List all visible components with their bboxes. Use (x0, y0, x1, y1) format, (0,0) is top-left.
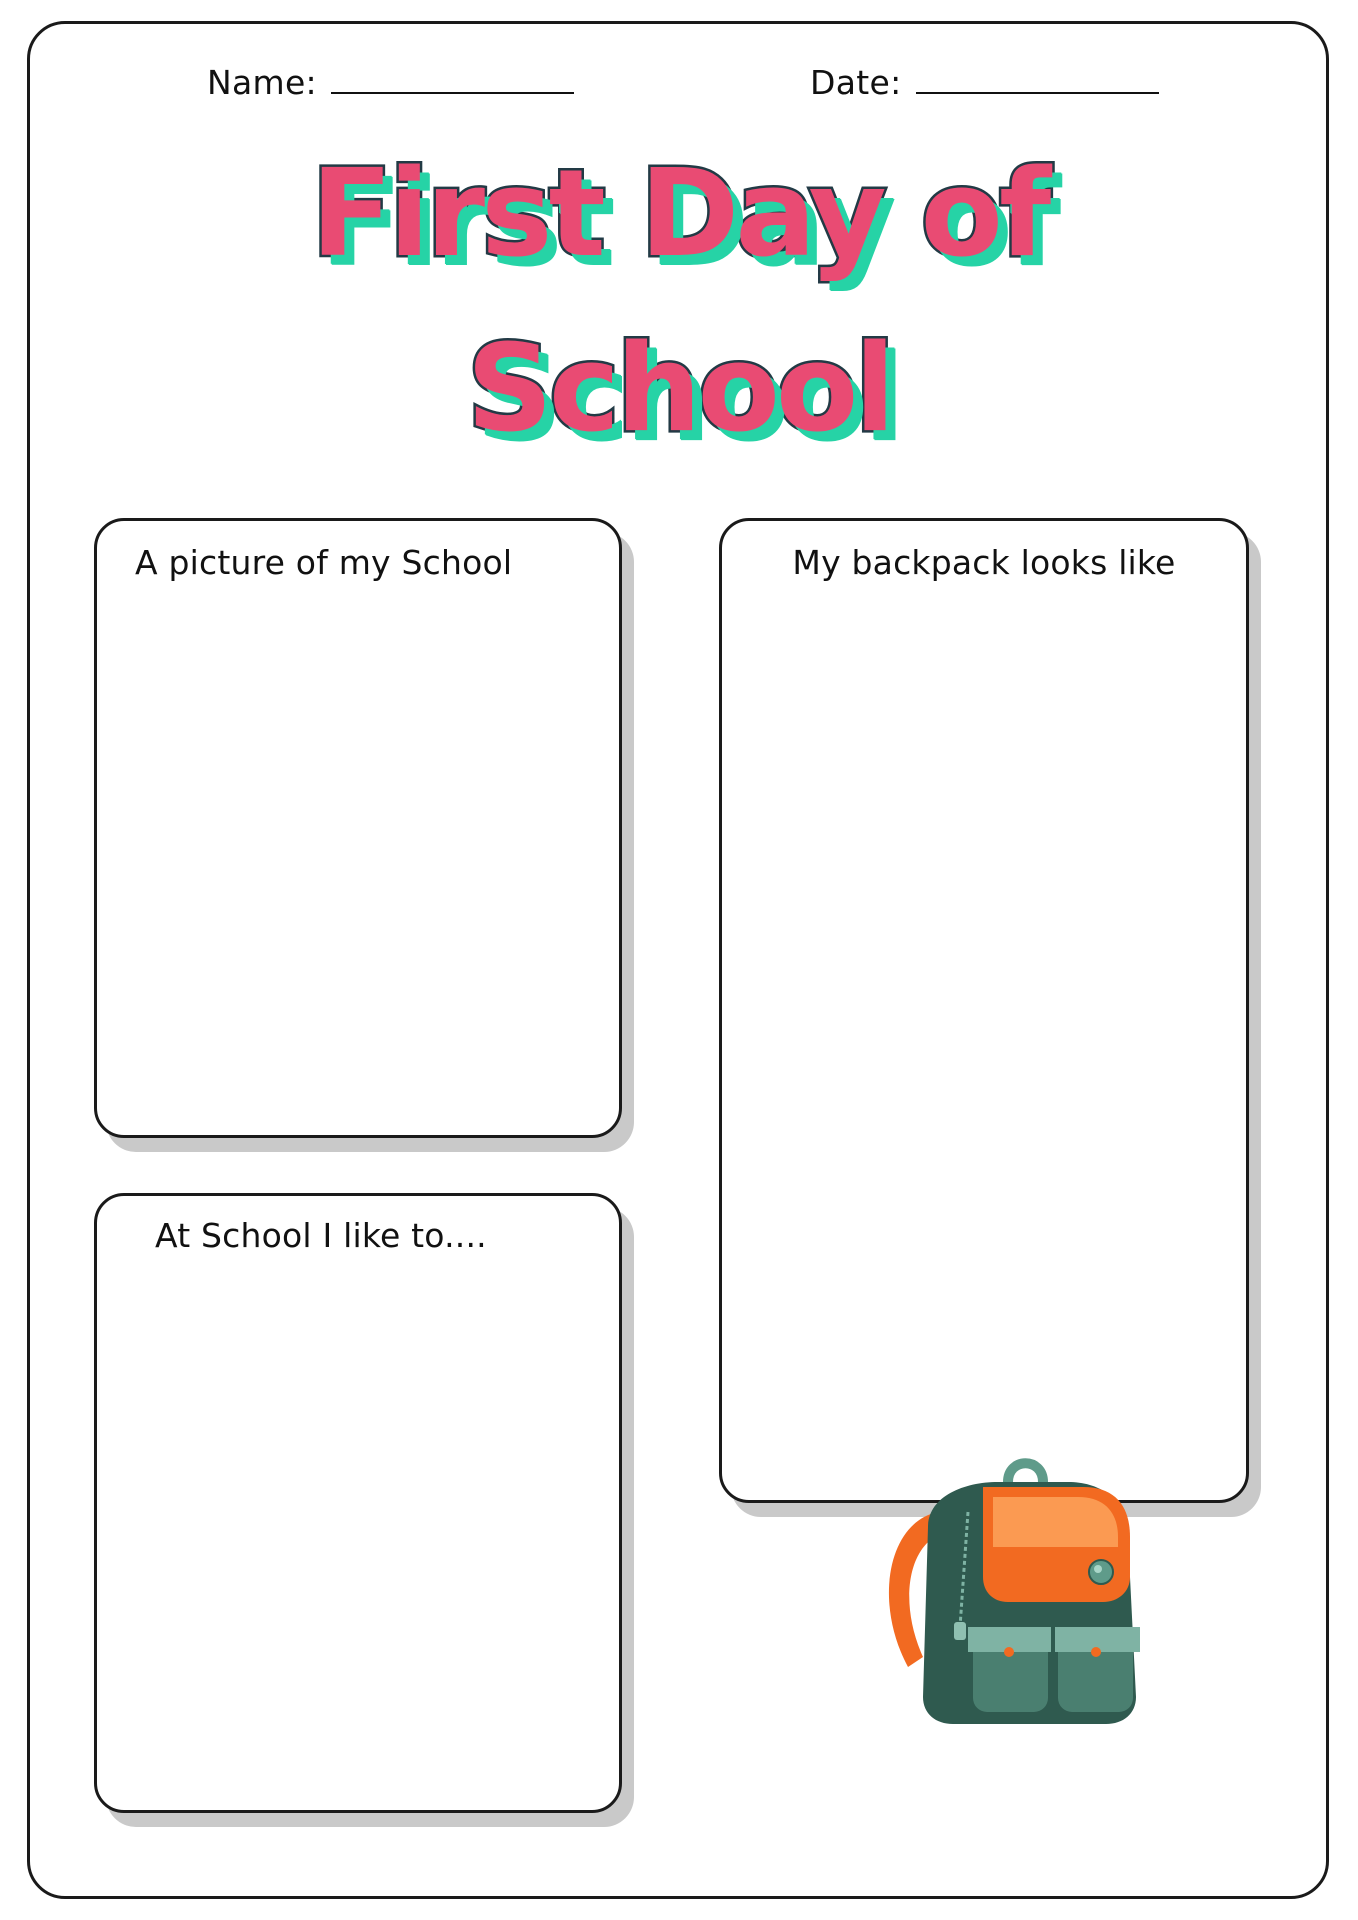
name-field[interactable] (207, 62, 574, 102)
date-label: Date: (810, 63, 902, 102)
school-picture-caption: A picture of my School (135, 543, 513, 582)
date-blank-line[interactable] (916, 62, 1159, 94)
name-blank-line[interactable] (331, 62, 574, 94)
backpack-caption: My backpack looks like (792, 543, 1176, 582)
page-title-line-2: School (466, 320, 892, 459)
backpack-box[interactable] (719, 518, 1249, 1503)
page-title-line-1: First Day of (310, 145, 1048, 284)
like-to-box[interactable] (94, 1193, 622, 1813)
date-field[interactable] (810, 62, 1159, 102)
like-to-caption: At School I like to.... (155, 1216, 487, 1255)
backpack-icon (868, 1452, 1158, 1732)
name-label: Name: (207, 63, 317, 102)
school-picture-box[interactable] (94, 518, 622, 1138)
